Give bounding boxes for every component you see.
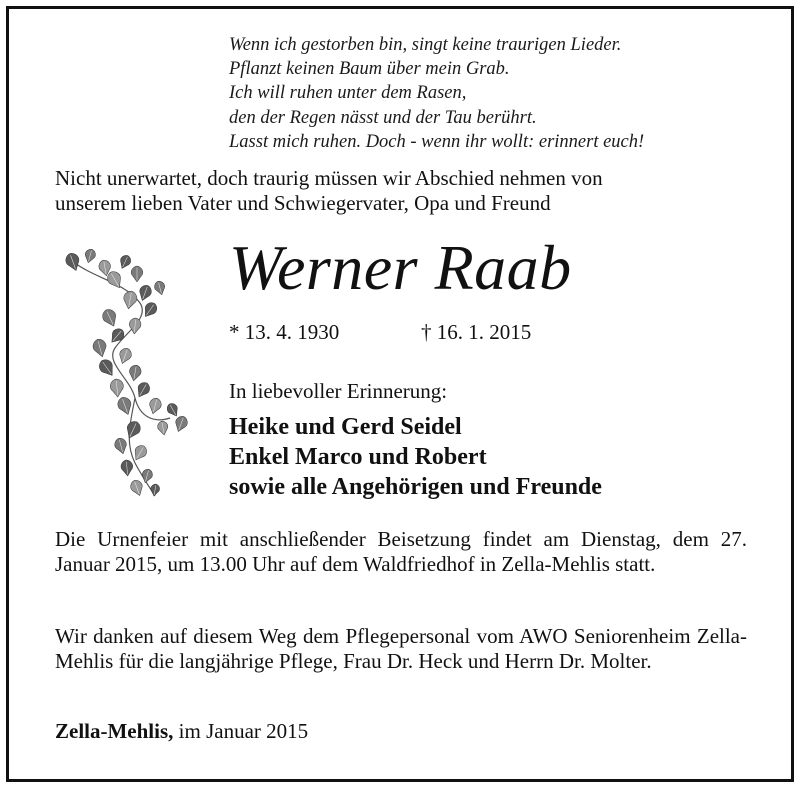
poem-line: Lasst mich ruhen. Doch - wenn ihr wollt: erinnert euch! <box>229 131 645 152</box>
poem-line: Pflanzt keinen Baum über mein Grab. <box>229 59 510 80</box>
family-list <box>229 412 602 502</box>
signoff <box>55 719 308 744</box>
birth-date: * 13. 4. 1930 <box>229 320 340 344</box>
signoff-date: im Januar 2015 <box>173 719 309 743</box>
signoff-place: Zella-Mehlis, <box>55 719 174 743</box>
family-line: sowie alle Angehörigen und Freunde <box>229 474 602 500</box>
intro-line: unserem lieben Vater und Schwiegervater, Opa und Freund <box>55 191 551 215</box>
death-date: † 16. 1. 2015 <box>421 320 532 344</box>
poem-line: Ich will ruhen unter dem Rasen, <box>229 83 467 104</box>
intro-text <box>55 166 750 216</box>
poem <box>229 33 644 154</box>
family-line: Heike und Gerd Seidel <box>229 414 462 440</box>
thanks-notice: Wir danken auf diesem Weg dem Pflegepersonal vom AWO Seniorenheim Zella-Mehlis für die langjährige Pflege, Frau Dr. Heck und Herrn Dr. Molter. <box>55 624 747 673</box>
intro-line: Nicht unerwartet, doch traurig müssen wir Abschied nehmen von <box>55 166 603 190</box>
family-line: Enkel Marco und Robert <box>229 444 487 470</box>
poem-line: Wenn ich gestorben bin, singt keine traurigen Lieder. <box>229 35 622 55</box>
life-dates <box>229 320 532 345</box>
ivy-leaves-icon <box>55 248 200 498</box>
memory-label: In liebevoller Erinnerung: <box>229 379 448 403</box>
deceased-name: Werner Raab <box>229 232 572 303</box>
funeral-notice: Die Urnenfeier mit anschließender Beisetzung findet am Dienstag, dem 27. Januar 2015, um 13.00 Uhr auf dem Waldfriedhof in Zella-Mehlis statt. <box>55 527 747 576</box>
poem-line: den der Regen nässt und der Tau berührt. <box>229 107 537 128</box>
